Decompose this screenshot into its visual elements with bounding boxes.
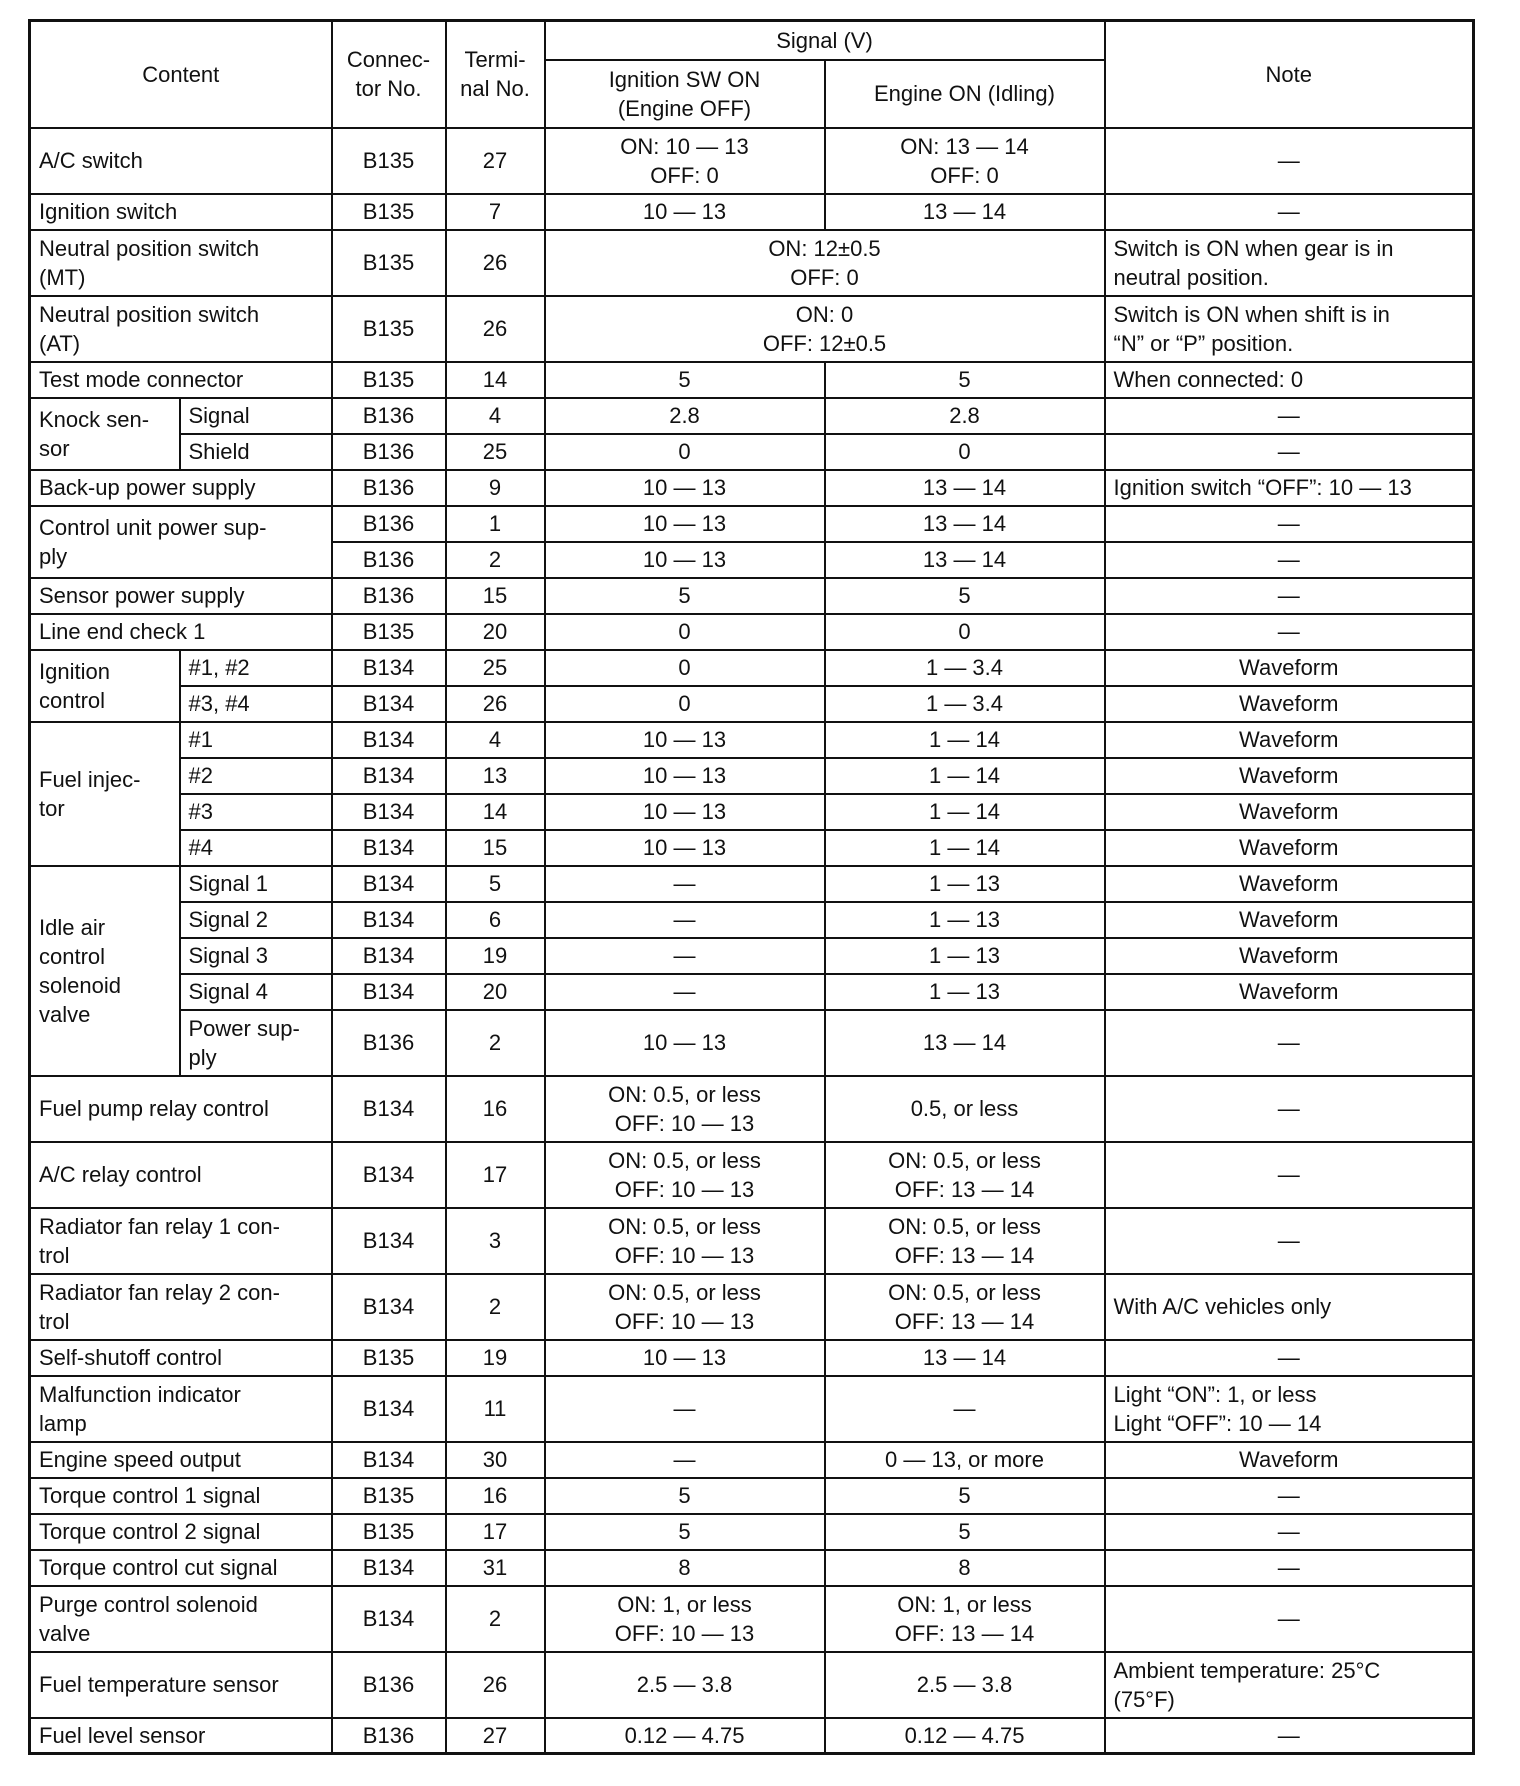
note-cell: Ignition switch “OFF”: 10 — 13 <box>1105 470 1474 506</box>
engine-on-signal-cell: 0.5, or less <box>825 1076 1105 1142</box>
engine-on-signal-cell: 1 — 14 <box>825 758 1105 794</box>
terminal-cell: 19 <box>446 938 545 974</box>
terminal-cell: 4 <box>446 398 545 434</box>
sub-content-cell: Power sup- ply <box>180 1010 332 1076</box>
ignition-on-signal-cell: 0.12 — 4.75 <box>545 1718 825 1754</box>
sub-content-cell: Signal 2 <box>180 902 332 938</box>
ignition-on-signal-cell: 10 — 13 <box>545 722 825 758</box>
content-cell: Line end check 1 <box>30 614 332 650</box>
header-connector: Connec- tor No. <box>332 21 446 128</box>
table-row <box>30 1652 1474 1718</box>
ignition-on-signal-cell: — <box>545 938 825 974</box>
connector-cell: B134 <box>332 1550 446 1586</box>
sub-content-cell: Signal <box>180 398 332 434</box>
note-cell: Waveform <box>1105 758 1474 794</box>
signal-cell: ON: 0 OFF: 12±0.5 <box>545 296 1105 362</box>
content-cell: A/C relay control <box>30 1142 332 1208</box>
note-cell: — <box>1105 614 1474 650</box>
engine-on-signal-cell: 2.8 <box>825 398 1105 434</box>
table-row <box>30 230 1474 296</box>
connector-cell: B135 <box>332 362 446 398</box>
connector-cell: B134 <box>332 938 446 974</box>
terminal-cell: 26 <box>446 1652 545 1718</box>
engine-on-signal-cell: 0 <box>825 434 1105 470</box>
ignition-on-signal-cell: 0 <box>545 686 825 722</box>
connector-cell: B134 <box>332 650 446 686</box>
table-row <box>30 1550 1474 1586</box>
ignition-on-signal-cell: 5 <box>545 1478 825 1514</box>
table-body <box>30 128 1474 1754</box>
table-row <box>30 434 1474 470</box>
ignition-on-signal-cell: 10 — 13 <box>545 506 825 542</box>
terminal-cell: 27 <box>446 1718 545 1754</box>
note-cell: Switch is ON when gear is in neutral position. <box>1105 230 1474 296</box>
connector-cell: B136 <box>332 578 446 614</box>
sub-content-cell: #1, #2 <box>180 650 332 686</box>
connector-cell: B134 <box>332 1076 446 1142</box>
ignition-on-signal-cell: — <box>545 1442 825 1478</box>
header-ignition-sw-on: Ignition SW ON (Engine OFF) <box>545 60 825 128</box>
ignition-on-signal-cell: 8 <box>545 1550 825 1586</box>
terminal-cell: 26 <box>446 686 545 722</box>
connector-cell: B134 <box>332 1442 446 1478</box>
table-row <box>30 470 1474 506</box>
note-cell: Ambient temperature: 25°C (75°F) <box>1105 1652 1474 1718</box>
engine-on-signal-cell: 13 — 14 <box>825 194 1105 230</box>
terminal-cell: 25 <box>446 650 545 686</box>
engine-on-signal-cell: 0 — 13, or more <box>825 1442 1105 1478</box>
sub-content-cell: Signal 3 <box>180 938 332 974</box>
note-cell: — <box>1105 1076 1474 1142</box>
content-cell: Fuel temperature sensor <box>30 1652 332 1718</box>
note-cell: — <box>1105 1586 1474 1652</box>
table-row <box>30 974 1474 1010</box>
content-cell: Control unit power sup- ply <box>30 506 332 578</box>
terminal-cell: 16 <box>446 1478 545 1514</box>
ignition-on-signal-cell: 2.5 — 3.8 <box>545 1652 825 1718</box>
content-cell: Self-shutoff control <box>30 1340 332 1376</box>
engine-on-signal-cell: 1 — 13 <box>825 974 1105 1010</box>
ignition-on-signal-cell: 5 <box>545 578 825 614</box>
engine-on-signal-cell: ON: 13 — 14 OFF: 0 <box>825 128 1105 194</box>
ignition-on-signal-cell: — <box>545 1376 825 1442</box>
note-cell: — <box>1105 1514 1474 1550</box>
content-cell: Neutral position switch (AT) <box>30 296 332 362</box>
table-row <box>30 902 1474 938</box>
note-cell: With A/C vehicles only <box>1105 1274 1474 1340</box>
connector-cell: B136 <box>332 434 446 470</box>
ignition-on-signal-cell: — <box>545 866 825 902</box>
connector-cell: B135 <box>332 1478 446 1514</box>
engine-on-signal-cell: 5 <box>825 1478 1105 1514</box>
terminal-cell: 26 <box>446 296 545 362</box>
engine-on-signal-cell: 1 — 13 <box>825 866 1105 902</box>
header-content: Content <box>30 21 332 128</box>
content-cell: Test mode connector <box>30 362 332 398</box>
sub-content-cell: Signal 4 <box>180 974 332 1010</box>
table-row <box>30 614 1474 650</box>
ignition-on-signal-cell: 10 — 13 <box>545 758 825 794</box>
terminal-cell: 20 <box>446 614 545 650</box>
terminal-cell: 9 <box>446 470 545 506</box>
terminal-cell: 17 <box>446 1142 545 1208</box>
terminal-cell: 14 <box>446 362 545 398</box>
table-row <box>30 1208 1474 1274</box>
table-row <box>30 1076 1474 1142</box>
content-cell: Ignition control <box>30 650 180 722</box>
ignition-on-signal-cell: ON: 1, or less OFF: 10 — 13 <box>545 1586 825 1652</box>
table-row <box>30 1274 1474 1340</box>
connector-cell: B135 <box>332 128 446 194</box>
content-cell: Fuel level sensor <box>30 1718 332 1754</box>
ignition-on-signal-cell: 10 — 13 <box>545 794 825 830</box>
engine-on-signal-cell: ON: 0.5, or less OFF: 13 — 14 <box>825 1274 1105 1340</box>
note-cell: — <box>1105 578 1474 614</box>
note-cell: Waveform <box>1105 650 1474 686</box>
connector-cell: B134 <box>332 1142 446 1208</box>
header-note: Note <box>1105 21 1474 128</box>
content-cell: Sensor power supply <box>30 578 332 614</box>
engine-on-signal-cell: ON: 0.5, or less OFF: 13 — 14 <box>825 1208 1105 1274</box>
connector-cell: B136 <box>332 542 446 578</box>
connector-cell: B136 <box>332 470 446 506</box>
terminal-cell: 26 <box>446 230 545 296</box>
table-row <box>30 1142 1474 1208</box>
table-row <box>30 506 1474 542</box>
terminal-cell: 20 <box>446 974 545 1010</box>
connector-cell: B136 <box>332 506 446 542</box>
ignition-on-signal-cell: 10 — 13 <box>545 1340 825 1376</box>
table-row <box>30 1586 1474 1652</box>
note-cell: — <box>1105 1478 1474 1514</box>
ignition-on-signal-cell: 5 <box>545 362 825 398</box>
engine-on-signal-cell: 1 — 13 <box>825 902 1105 938</box>
connector-cell: B135 <box>332 194 446 230</box>
content-cell: Knock sen- sor <box>30 398 180 470</box>
engine-on-signal-cell: 13 — 14 <box>825 470 1105 506</box>
connector-cell: B136 <box>332 1652 446 1718</box>
table-row <box>30 398 1474 434</box>
terminal-cell: 2 <box>446 1010 545 1076</box>
note-cell: — <box>1105 1208 1474 1274</box>
sub-content-cell: #3 <box>180 794 332 830</box>
table-row <box>30 1376 1474 1442</box>
engine-on-signal-cell: 5 <box>825 362 1105 398</box>
terminal-cell: 19 <box>446 1340 545 1376</box>
terminal-cell: 25 <box>446 434 545 470</box>
content-cell: Engine speed output <box>30 1442 332 1478</box>
table-row <box>30 758 1474 794</box>
terminal-cell: 11 <box>446 1376 545 1442</box>
table-row <box>30 578 1474 614</box>
table-row <box>30 1010 1474 1076</box>
engine-on-signal-cell: 1 — 13 <box>825 938 1105 974</box>
ignition-on-signal-cell: 0 <box>545 614 825 650</box>
sub-content-cell: #3, #4 <box>180 686 332 722</box>
note-cell: — <box>1105 128 1474 194</box>
header-terminal: Termi- nal No. <box>446 21 545 128</box>
sub-content-cell: #1 <box>180 722 332 758</box>
engine-on-signal-cell: 0.12 — 4.75 <box>825 1718 1105 1754</box>
note-cell: — <box>1105 194 1474 230</box>
table-row <box>30 866 1474 902</box>
connector-cell: B134 <box>332 794 446 830</box>
table-row <box>30 794 1474 830</box>
ignition-on-signal-cell: ON: 0.5, or less OFF: 10 — 13 <box>545 1274 825 1340</box>
connector-cell: B134 <box>332 902 446 938</box>
note-cell: Waveform <box>1105 830 1474 866</box>
engine-on-signal-cell: — <box>825 1376 1105 1442</box>
content-cell: A/C switch <box>30 128 332 194</box>
connector-cell: B135 <box>332 1340 446 1376</box>
connector-cell: B136 <box>332 1010 446 1076</box>
table-row <box>30 1442 1474 1478</box>
table-row <box>30 722 1474 758</box>
ignition-on-signal-cell: ON: 0.5, or less OFF: 10 — 13 <box>545 1076 825 1142</box>
connector-cell: B134 <box>332 1586 446 1652</box>
terminal-cell: 2 <box>446 1274 545 1340</box>
note-cell: Waveform <box>1105 974 1474 1010</box>
table-row <box>30 194 1474 230</box>
ignition-on-signal-cell: ON: 10 — 13 OFF: 0 <box>545 128 825 194</box>
connector-cell: B134 <box>332 1274 446 1340</box>
connector-cell: B136 <box>332 398 446 434</box>
engine-on-signal-cell: 1 — 14 <box>825 794 1105 830</box>
sub-content-cell: #2 <box>180 758 332 794</box>
connector-cell: B134 <box>332 830 446 866</box>
terminal-cell: 3 <box>446 1208 545 1274</box>
header-signal: Signal (V) <box>545 21 1105 60</box>
engine-on-signal-cell: ON: 0.5, or less OFF: 13 — 14 <box>825 1142 1105 1208</box>
table-row <box>30 650 1474 686</box>
ignition-on-signal-cell: 10 — 13 <box>545 830 825 866</box>
table-row <box>30 1478 1474 1514</box>
connector-cell: B134 <box>332 686 446 722</box>
engine-on-signal-cell: 1 — 3.4 <box>825 650 1105 686</box>
content-cell: Malfunction indicator lamp <box>30 1376 332 1442</box>
note-cell: — <box>1105 506 1474 542</box>
ignition-on-signal-cell: 10 — 13 <box>545 542 825 578</box>
connector-cell: B134 <box>332 974 446 1010</box>
connector-cell: B134 <box>332 1208 446 1274</box>
terminal-cell: 17 <box>446 1514 545 1550</box>
note-cell: When connected: 0 <box>1105 362 1474 398</box>
connector-cell: B135 <box>332 1514 446 1550</box>
ecm-terminal-signal-table <box>28 19 1475 1755</box>
table-row <box>30 128 1474 194</box>
ignition-on-signal-cell: ON: 0.5, or less OFF: 10 — 13 <box>545 1142 825 1208</box>
content-cell: Radiator fan relay 2 con- trol <box>30 1274 332 1340</box>
note-cell: — <box>1105 1550 1474 1586</box>
content-cell: Fuel injec- tor <box>30 722 180 866</box>
connector-cell: B134 <box>332 866 446 902</box>
terminal-cell: 13 <box>446 758 545 794</box>
header-engine-on: Engine ON (Idling) <box>825 60 1105 128</box>
terminal-cell: 1 <box>446 506 545 542</box>
ignition-on-signal-cell: 5 <box>545 1514 825 1550</box>
content-cell: Torque control 1 signal <box>30 1478 332 1514</box>
ignition-on-signal-cell: 0 <box>545 650 825 686</box>
connector-cell: B135 <box>332 296 446 362</box>
content-cell: Fuel pump relay control <box>30 1076 332 1142</box>
terminal-cell: 27 <box>446 128 545 194</box>
note-cell: Waveform <box>1105 794 1474 830</box>
ignition-on-signal-cell: — <box>545 902 825 938</box>
terminal-cell: 2 <box>446 542 545 578</box>
engine-on-signal-cell: 13 — 14 <box>825 1340 1105 1376</box>
terminal-cell: 30 <box>446 1442 545 1478</box>
engine-on-signal-cell: ON: 1, or less OFF: 13 — 14 <box>825 1586 1105 1652</box>
engine-on-signal-cell: 2.5 — 3.8 <box>825 1652 1105 1718</box>
table-row <box>30 938 1474 974</box>
note-cell: — <box>1105 1142 1474 1208</box>
table-row <box>30 686 1474 722</box>
content-cell: Torque control cut signal <box>30 1550 332 1586</box>
table-row <box>30 1718 1474 1754</box>
engine-on-signal-cell: 1 — 14 <box>825 830 1105 866</box>
note-cell: — <box>1105 542 1474 578</box>
note-cell: — <box>1105 434 1474 470</box>
connector-cell: B134 <box>332 1376 446 1442</box>
engine-on-signal-cell: 1 — 3.4 <box>825 686 1105 722</box>
note-cell: — <box>1105 1340 1474 1376</box>
engine-on-signal-cell: 8 <box>825 1550 1105 1586</box>
content-cell: Neutral position switch (MT) <box>30 230 332 296</box>
sub-content-cell: Signal 1 <box>180 866 332 902</box>
connector-cell: B135 <box>332 614 446 650</box>
table-row <box>30 1340 1474 1376</box>
ignition-on-signal-cell: 10 — 13 <box>545 194 825 230</box>
note-cell: — <box>1105 398 1474 434</box>
table-row <box>30 1514 1474 1550</box>
note-cell: Light “ON”: 1, or less Light “OFF”: 10 — 14 <box>1105 1376 1474 1442</box>
note-cell: Waveform <box>1105 1442 1474 1478</box>
connector-cell: B134 <box>332 758 446 794</box>
terminal-cell: 15 <box>446 578 545 614</box>
note-cell: Waveform <box>1105 866 1474 902</box>
engine-on-signal-cell: 13 — 14 <box>825 506 1105 542</box>
terminal-cell: 6 <box>446 902 545 938</box>
engine-on-signal-cell: 5 <box>825 1514 1105 1550</box>
signal-cell: ON: 12±0.5 OFF: 0 <box>545 230 1105 296</box>
connector-cell: B136 <box>332 1718 446 1754</box>
table-row <box>30 296 1474 362</box>
terminal-cell: 2 <box>446 1586 545 1652</box>
content-cell: Radiator fan relay 1 con- trol <box>30 1208 332 1274</box>
content-cell: Idle air control solenoid valve <box>30 866 180 1076</box>
terminal-cell: 15 <box>446 830 545 866</box>
terminal-cell: 5 <box>446 866 545 902</box>
ignition-on-signal-cell: — <box>545 974 825 1010</box>
note-cell: Switch is ON when shift is in “N” or “P” position. <box>1105 296 1474 362</box>
note-cell: — <box>1105 1010 1474 1076</box>
sub-content-cell: #4 <box>180 830 332 866</box>
table-row <box>30 830 1474 866</box>
ignition-on-signal-cell: 10 — 13 <box>545 470 825 506</box>
ignition-on-signal-cell: ON: 0.5, or less OFF: 10 — 13 <box>545 1208 825 1274</box>
note-cell: Waveform <box>1105 722 1474 758</box>
engine-on-signal-cell: 13 — 14 <box>825 1010 1105 1076</box>
ignition-on-signal-cell: 2.8 <box>545 398 825 434</box>
engine-on-signal-cell: 0 <box>825 614 1105 650</box>
terminal-cell: 7 <box>446 194 545 230</box>
content-cell: Back-up power supply <box>30 470 332 506</box>
note-cell: Waveform <box>1105 902 1474 938</box>
engine-on-signal-cell: 5 <box>825 578 1105 614</box>
terminal-cell: 4 <box>446 722 545 758</box>
terminal-cell: 14 <box>446 794 545 830</box>
terminal-cell: 16 <box>446 1076 545 1142</box>
engine-on-signal-cell: 13 — 14 <box>825 542 1105 578</box>
content-cell: Ignition switch <box>30 194 332 230</box>
connector-cell: B134 <box>332 722 446 758</box>
connector-cell: B135 <box>332 230 446 296</box>
note-cell: Waveform <box>1105 938 1474 974</box>
content-cell: Purge control solenoid valve <box>30 1586 332 1652</box>
note-cell: — <box>1105 1718 1474 1754</box>
sub-content-cell: Shield <box>180 434 332 470</box>
table-row <box>30 362 1474 398</box>
terminal-cell: 31 <box>446 1550 545 1586</box>
ignition-on-signal-cell: 0 <box>545 434 825 470</box>
engine-on-signal-cell: 1 — 14 <box>825 722 1105 758</box>
note-cell: Waveform <box>1105 686 1474 722</box>
content-cell: Torque control 2 signal <box>30 1514 332 1550</box>
ignition-on-signal-cell: 10 — 13 <box>545 1010 825 1076</box>
